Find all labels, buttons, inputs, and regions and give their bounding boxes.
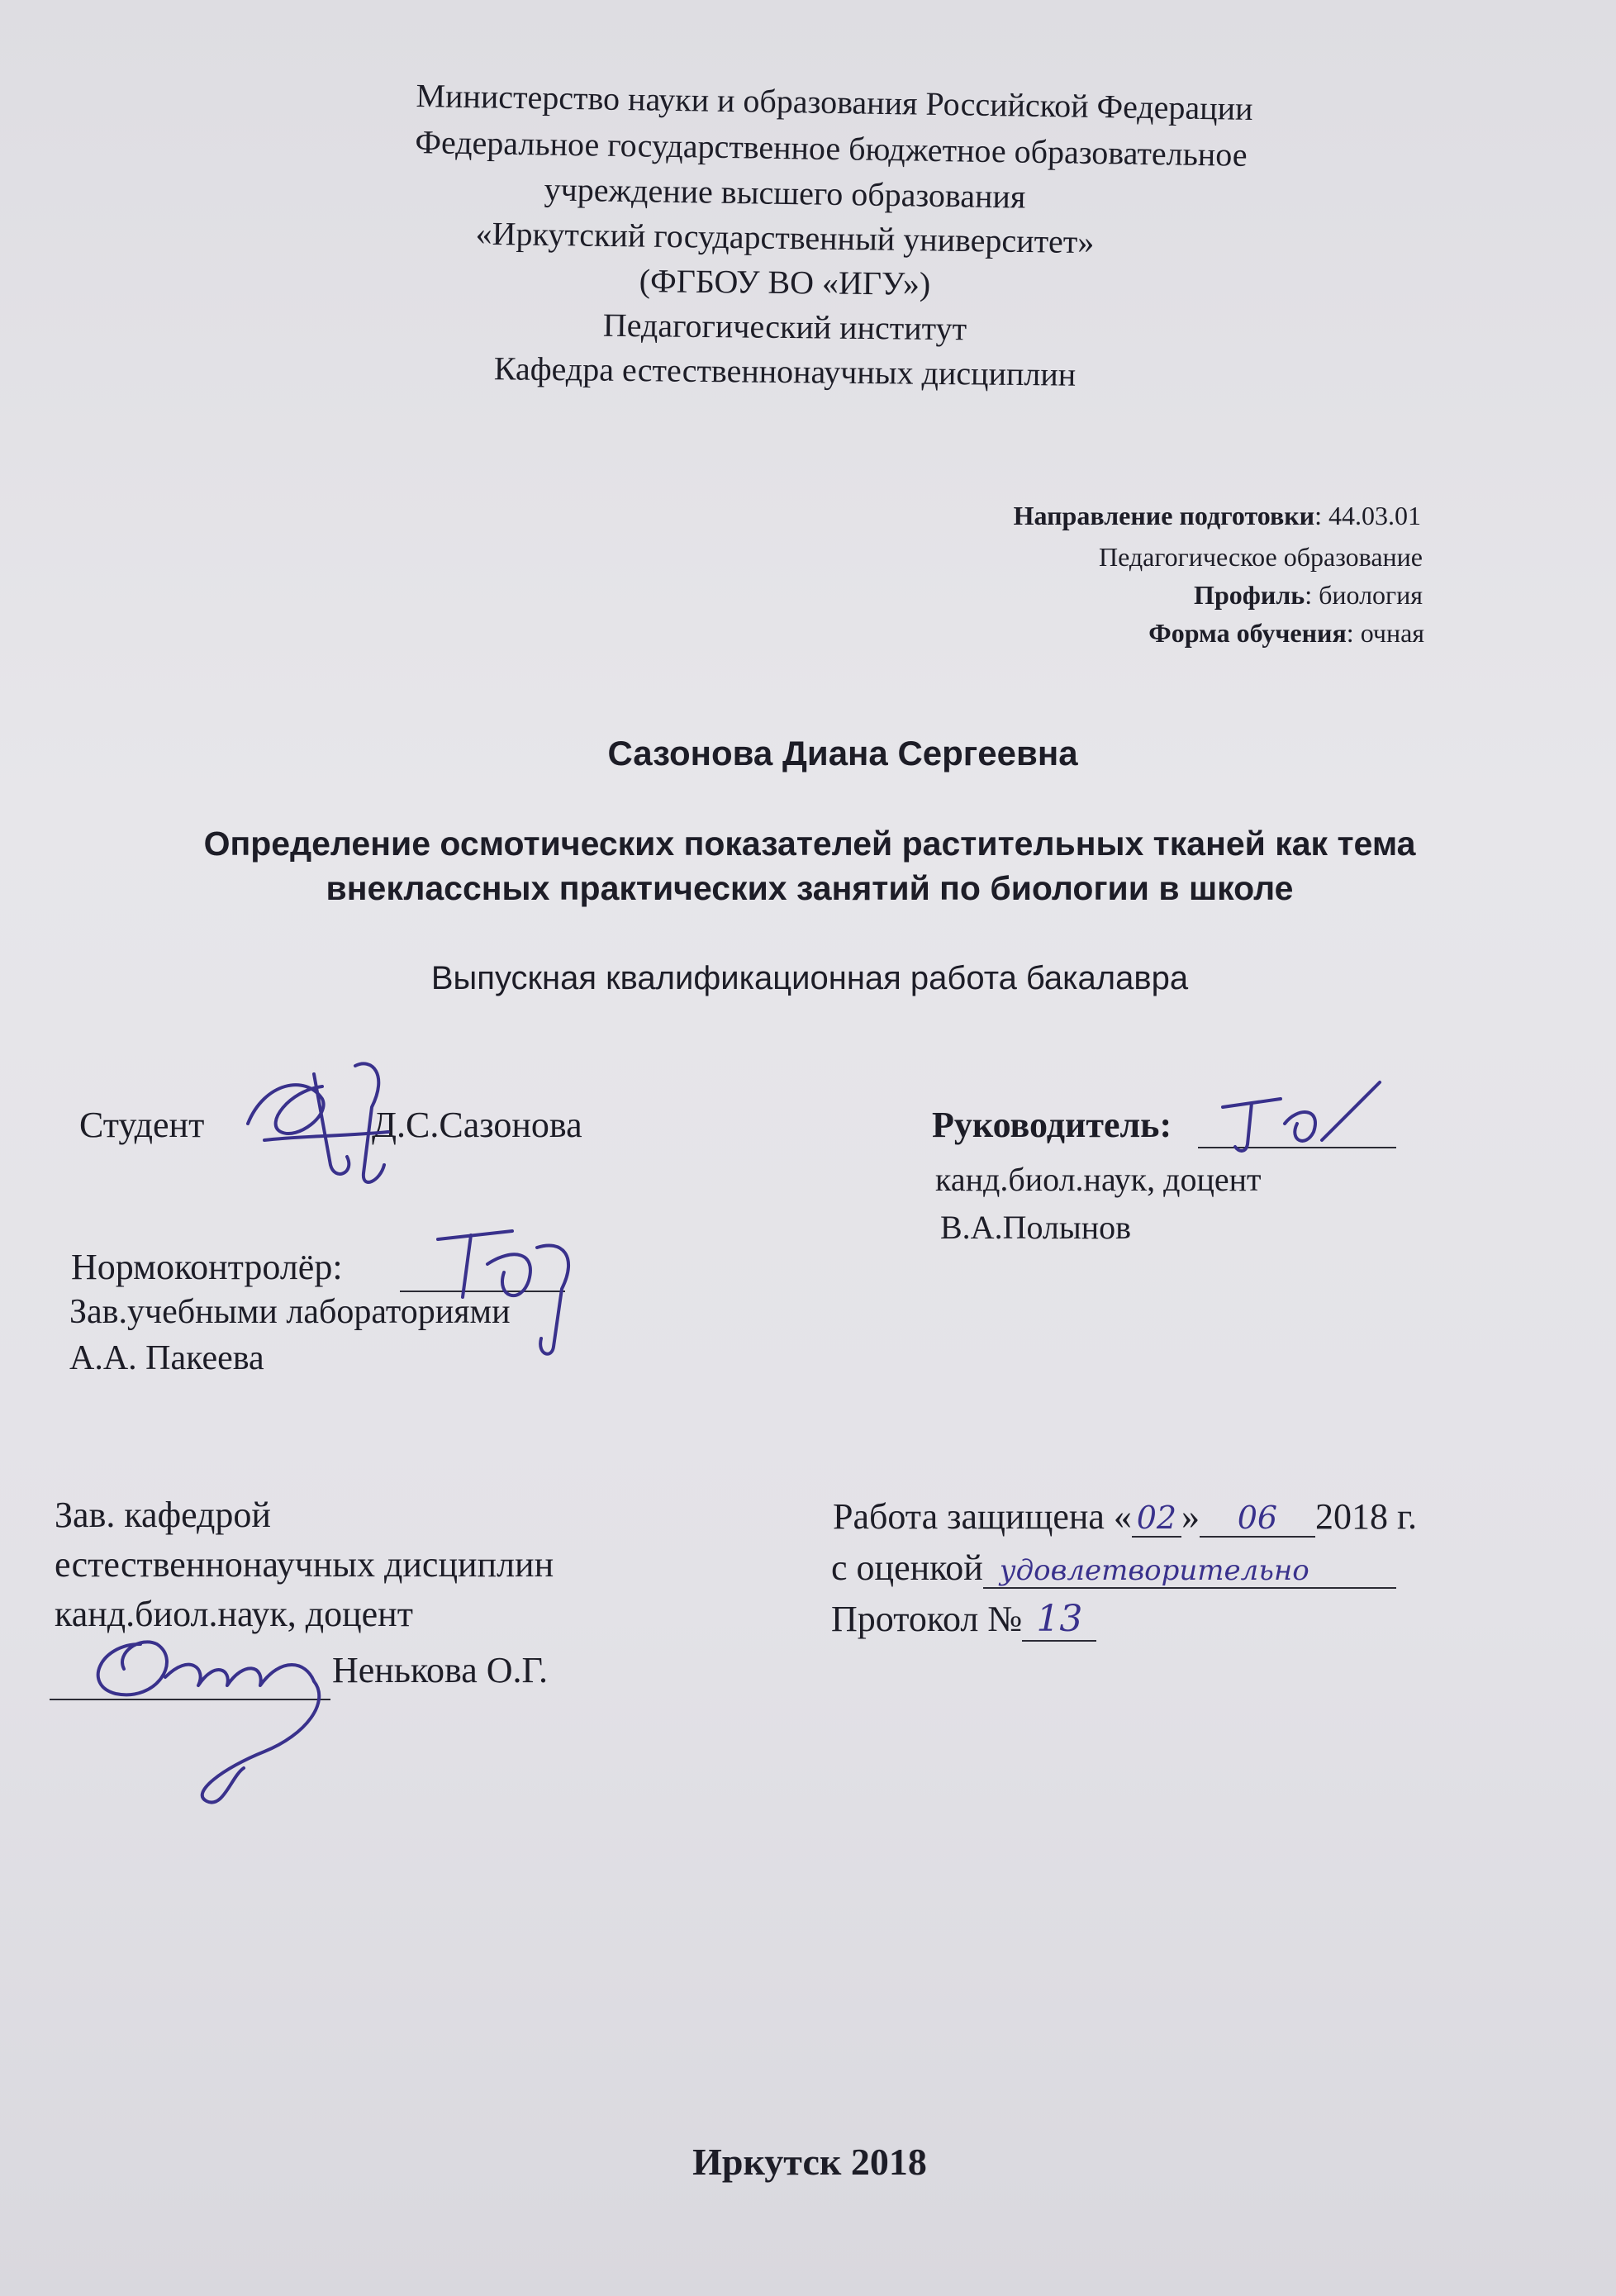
- student-signature: [231, 1049, 413, 1198]
- head-line-3: канд.биол.наук, доцент: [55, 1594, 413, 1634]
- supervisor-signature: [1206, 1074, 1388, 1157]
- student-label: Студент: [79, 1105, 205, 1145]
- study-form-value: : очная: [1346, 618, 1424, 648]
- head-signature: [66, 1611, 364, 1818]
- institution-line-1: Федеральное государственное бюджетное образовательное: [415, 123, 1248, 174]
- grade-line: [831, 1547, 1396, 1589]
- thesis-title-line-2: внеклассных практических занятий по биологии в школе: [326, 869, 1294, 907]
- direction-label: Направление подготовки: [1013, 501, 1315, 530]
- profile-line: [1194, 582, 1423, 608]
- university-abbr: (ФГБОУ ВО «ИГУ»): [639, 262, 931, 302]
- direction-line: [1014, 502, 1421, 529]
- study-form-label: Форма обучения: [1148, 618, 1347, 648]
- defense-month: 06: [1200, 1500, 1315, 1538]
- work-type: Выпускная квалификационная работа бакалавра: [430, 960, 1189, 996]
- head-line-1: Зав. кафедрой: [55, 1495, 271, 1535]
- normcontrol-label: Нормоконтролёр:: [71, 1247, 343, 1287]
- student-name: Д.С.Сазонова: [372, 1105, 582, 1145]
- grade-label: с оценкой: [831, 1547, 983, 1588]
- defense-day: 02: [1132, 1500, 1181, 1538]
- grade-value: удовлетворительно: [983, 1554, 1396, 1589]
- supervisor-degree: канд.биол.наук, доцент: [935, 1161, 1262, 1198]
- institution-line-2: учреждение высшего образования: [544, 170, 1026, 216]
- profile-value: : биология: [1305, 580, 1423, 610]
- protocol-number: 13: [1022, 1598, 1096, 1642]
- head-line-2: естественнонаучных дисциплин: [55, 1544, 554, 1585]
- profile-label: Профиль: [1194, 580, 1305, 610]
- supervisor-label: Руководитель:: [932, 1105, 1172, 1145]
- protocol-line: [831, 1598, 1096, 1642]
- direction-value: : 44.03.01: [1314, 501, 1421, 530]
- normcontrol-position: Зав.учебными лабораториями: [69, 1293, 511, 1331]
- normcontrol-name: А.А. Пакеева: [69, 1339, 264, 1377]
- ministry-line: Министерство науки и образования Российской Федерации: [416, 77, 1253, 127]
- normcontrol-signature: [413, 1215, 595, 1363]
- direction-name: Педагогическое образование: [1098, 542, 1423, 572]
- study-form-line: [1148, 620, 1424, 646]
- defense-year: 2018 г.: [1314, 1496, 1418, 1537]
- defense-prefix: Работа защищена «: [833, 1496, 1132, 1537]
- protocol-label: Протокол №: [831, 1599, 1023, 1639]
- city-year: Иркутск 2018: [692, 2141, 927, 2183]
- defense-mid: »: [1181, 1496, 1200, 1537]
- institute-name: Педагогический институт: [602, 306, 967, 348]
- defense-line: [833, 1495, 1417, 1538]
- supervisor-name: В.А.Полынов: [940, 1209, 1132, 1246]
- head-name: Ненькова О.Г.: [332, 1650, 549, 1690]
- author-name: Сазонова Диана Сергеевна: [607, 734, 1078, 772]
- thesis-title-line-1: Определение осмотических показателей растительных тканей как тема: [203, 825, 1416, 863]
- department-name: Кафедра естественнонаучных дисциплин: [493, 349, 1077, 393]
- university-name: «Иркутский государственный университет»: [475, 214, 1095, 261]
